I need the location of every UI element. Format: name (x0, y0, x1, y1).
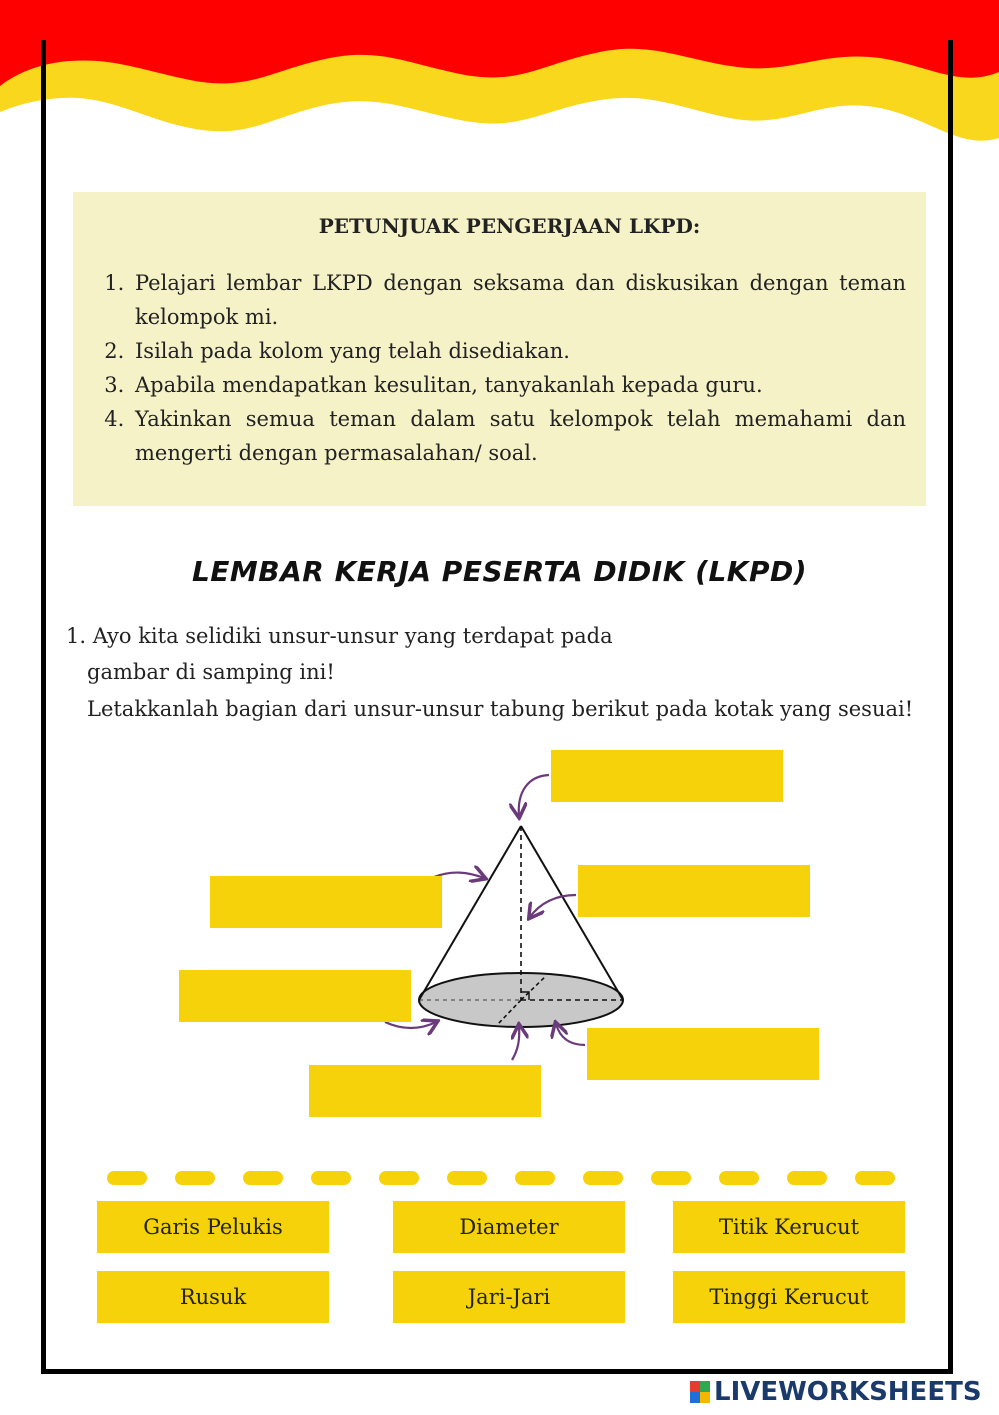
choice-garis-pelukis[interactable]: Garis Pelukis (97, 1201, 329, 1253)
arrow-apex (519, 775, 549, 816)
arrow-base-edge (385, 1022, 436, 1028)
instruction-item: 3. Apabila mendapatkan kesulitan, tanyakanlah kepada guru. (131, 368, 906, 402)
liveworksheets-logo-icon (690, 1381, 710, 1403)
answer-box-center[interactable] (309, 1065, 541, 1117)
choice-titik-kerucut[interactable]: Titik Kerucut (673, 1201, 905, 1253)
arrow-height (530, 895, 576, 917)
worksheet-title: LEMBAR KERJA PESERTA DIDIK (LKPD) (191, 555, 808, 588)
arrow-radius (556, 1024, 585, 1045)
answer-box-slant[interactable] (210, 876, 442, 928)
question-line: gambar di samping ini! (87, 660, 335, 684)
choice-tinggi-kerucut[interactable]: Tinggi Kerucut (673, 1271, 905, 1323)
question-line: 1. Ayo kita selidiki unsur-unsur yang terdapat pada (66, 624, 613, 648)
arrow-center (512, 1026, 519, 1060)
answer-box-height[interactable] (578, 865, 810, 917)
instructions-title: PETUNJUAK PENGERJAAN LKPD: (318, 214, 701, 238)
instruction-item: 1. Pelajari lembar LKPD dengan seksama dan diskusikan dengan teman kelompok mi. (131, 266, 906, 334)
answer-box-apex[interactable] (551, 750, 783, 802)
liveworksheets-logo (690, 1376, 982, 1408)
choice-jari-jari[interactable]: Jari-Jari (393, 1271, 625, 1323)
choice-rusuk[interactable]: Rusuk (97, 1271, 329, 1323)
choice-diameter[interactable]: Diameter (393, 1201, 625, 1253)
question-line: Letakkanlah bagian dari unsur-unsur tabung berikut pada kotak yang sesuai! (87, 697, 914, 721)
dashed-divider (106, 1170, 896, 1186)
liveworksheets-logo-text: LIVEWORKSHEETS (714, 1377, 982, 1407)
instruction-item: 2. Isilah pada kolom yang telah disediakan. (131, 334, 906, 368)
instructions-list (113, 266, 906, 470)
answer-box-base-edge[interactable] (179, 970, 411, 1022)
instruction-item: 4. Yakinkan semua teman dalam satu kelompok telah memahami dan mengerti dengan permasalahan/ soal. (131, 402, 906, 470)
instructions-panel (73, 192, 926, 506)
answer-box-radius[interactable] (587, 1028, 819, 1080)
